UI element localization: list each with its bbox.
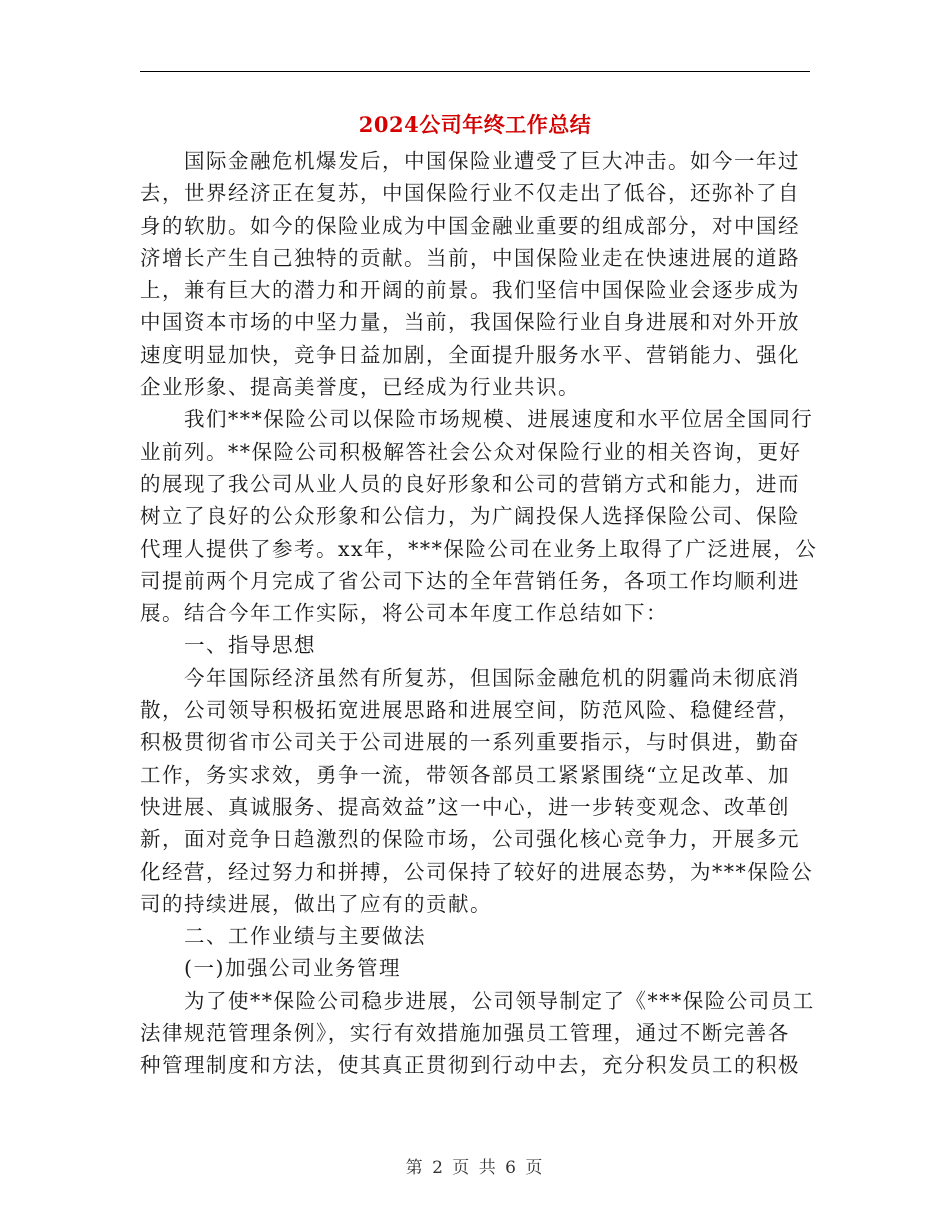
document-title: 2024公司年终工作总结 [358, 112, 592, 137]
text-line: 去，世界经济正在复苏，中国保险行业不仅走出了低谷，还弥补了自 [140, 181, 800, 206]
text-line: 化经营，经过努力和拼搏，公司保持了较好的进展态势，为***保险公 [140, 859, 814, 884]
text-line: 济增长产生自己独特的贡献。当前，中国保险业走在快速进展的道路 [140, 245, 800, 270]
text-line: 代理人提供了参考。xx年，***保险公司在业务上取得了广泛进展，公 [140, 536, 818, 561]
text-line: 中国资本市场的中坚力量，当前，我国保险行业自身进展和对外开放 [140, 310, 800, 335]
page-footer: 第 2 页 共 6 页 [405, 1158, 545, 1178]
text-line: 的展现了我公司从业人员的良好形象和公司的营销方式和能力，进而 [140, 471, 800, 496]
text-line: 国际金融危机爆发后，中国保险业遭受了巨大冲击。如今一年过 [184, 149, 800, 173]
document-body [140, 145, 818, 1082]
text-line: 上，兼有巨大的潜力和开阔的前景。我们坚信中国保险业会逐步成为 [140, 278, 800, 303]
text-line: 散，公司领导积极拓宽进展思路和进展空间，防范风险、稳健经营， [140, 698, 800, 723]
text-line: 今年国际经济虽然有所复苏，但国际金融危机的阴霾尚未彻底消 [184, 665, 800, 690]
text-line: 身的软肋。如今的保险业成为中国金融业重要的组成部分，对中国经 [140, 213, 800, 238]
text-line: 快进展、真诚服务、提高效益”这一中心，进一步转变观念、改革创 [140, 794, 790, 819]
text-line: 展。结合今年工作实际，将公司本年度工作总结如下： [140, 601, 668, 626]
text-line: 树立了良好的公众形象和公信力，为广阔投保人选择保险公司、保险 [140, 504, 800, 529]
text-line: 二、工作业绩与主要做法 [184, 924, 426, 949]
text-line: 种管理制度和方法，使其真正贯彻到行动中去，充分积发员工的积极 [140, 1053, 800, 1078]
text-line: 工作，务实求效，勇争一流，带领各部员工紧紧围绕“立足改革、加 [140, 762, 790, 787]
text-line: 业前列。**保险公司积极解答社会公众对保险行业的相关咨询，更好 [140, 439, 802, 464]
text-line: 企业形象、提高美誉度，已经成为行业共识。 [140, 375, 580, 400]
text-line: 积极贯彻省市公司关于公司进展的一系列重要指示，与时俱进，勤奋 [140, 730, 800, 755]
header-rule [140, 71, 810, 72]
text-line: 法律规范管理条例》，实行有效措施加强员工管理，通过不断完善各 [140, 1021, 790, 1046]
text-line: (一)加强公司业务管理 [184, 956, 401, 981]
text-line: 司的持续进展，做出了应有的贡献。 [140, 891, 492, 916]
text-line: 一、指导思想 [184, 633, 316, 658]
text-line: 为了使**保险公司稳步进展，公司领导制定了《***保险公司员工 [184, 988, 815, 1013]
text-line: 司提前两个月完成了省公司下达的全年营销任务，各项工作均顺利进 [140, 568, 800, 593]
text-line: 我们***保险公司以保险市场规模、进展速度和水平位居全国同行 [184, 407, 814, 432]
text-line: 速度明显加快，竞争日益加剧，全面提升服务水平、营销能力、强化 [140, 342, 800, 367]
text-line: 新，面对竞争日趋激烈的保险市场，公司强化核心竞争力，开展多元 [140, 827, 800, 852]
